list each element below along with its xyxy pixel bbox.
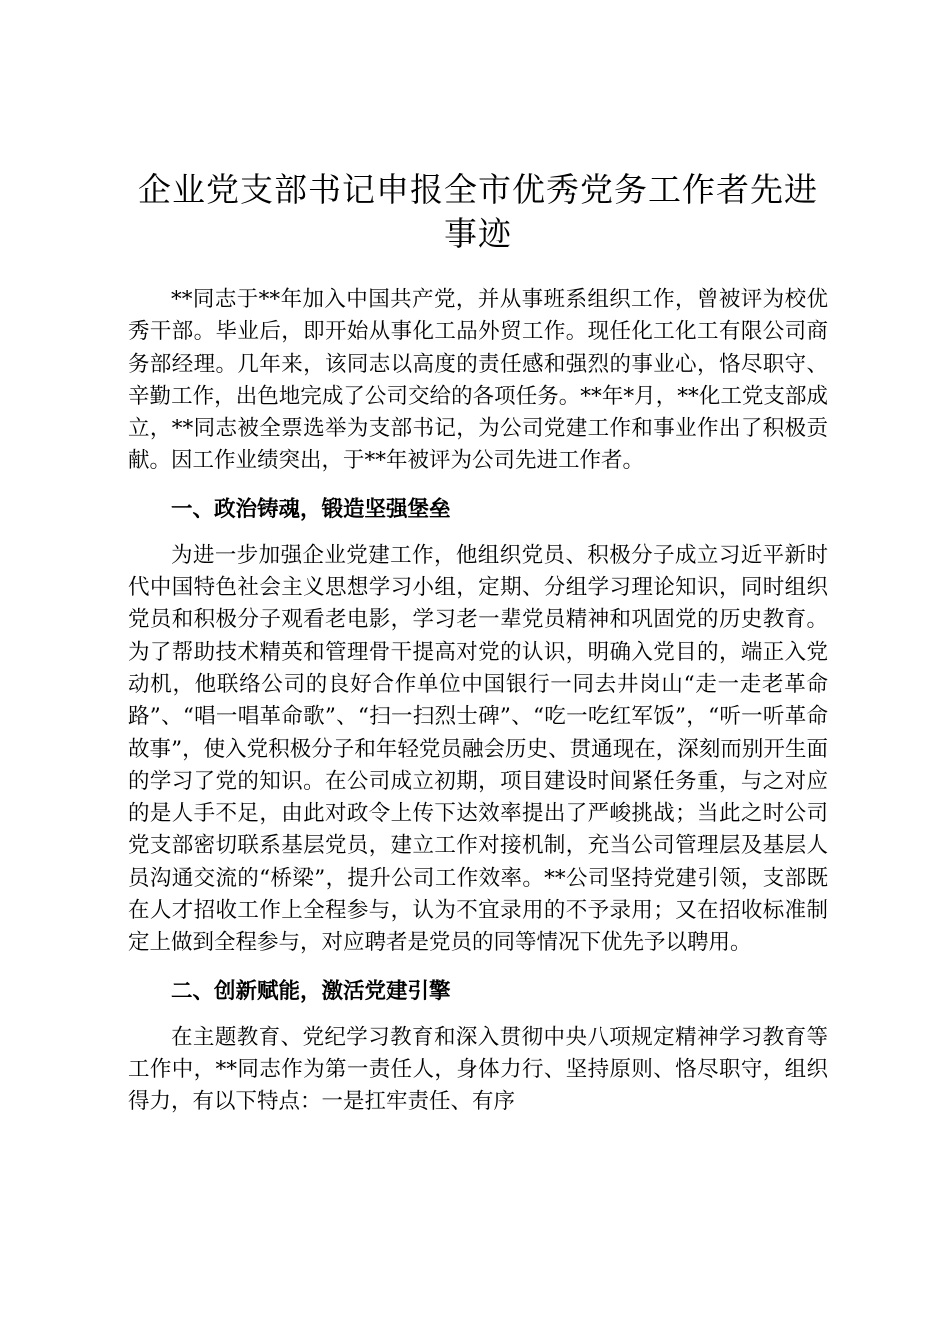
- section-heading-2: 二、创新赋能，激活党建引擎: [171, 978, 451, 1004]
- document-title: 企业党支部书记申报全市优秀党务工作者先进事迹: [138, 170, 818, 253]
- section-heading-1: 一、政治铸魂，锻造坚强堡垒: [171, 496, 451, 522]
- section-1-paragraph: 为进一步加强企业党建工作，他组织党员、积极分子成立习近平新时代中国特色社会主义思想学习小组，定期、分组学习理论知识，同时组织党员和积极分子观看老电影，学习老一辈党员精神和巩固党的历史教育。为了帮助技术精英和管理骨干提高对党的认识，明确入党目的，端正入党动机，他联络公司的良好合作单位中国银行一同去井岗山“走一走老革命路”、“唱一唱革命歌”、“扫一扫烈士碑”、“吃一吃红军饭”，“听一听革命故事”，使入党积极分子和年轻党员融会历史、贯通现在，深刻而别开生面的学习了党的知识。在公司成立初期，项目建设时间紧任务重，与之对应的是人手不足，由此对政令上传下达效率提出了严峻挑战；当此之时公司党支部密切联系基层党员，建立工作对接机制，充当公司管理层及基层人员沟通交流的“桥梁”，提升公司工作效率。**公司坚持党建引领，支部既在人才招收工作上全程参与，认为不宜录用的不予录用；又在招收标准制定上做到全程参与，对应聘者是党员的同等情况下优先予以聘用。: [128, 542, 828, 956]
- document-page: [128, 168, 828, 1119]
- intro-paragraph: **同志于**年加入中国共产党，并从事班系组织工作，曾被评为校优秀干部。毕业后，即开始从事化工品外贸工作。现任化工化工有限公司商务部经理。几年来，该同志以高度的责任感和强烈的事业心，恪尽职守、辛勤工作，出色地完成了公司交给的各项任务。**年*月，**化工党支部成立，**同志被全票选举为支部书记，为公司党建工作和事业作出了积极贡献。因工作业绩突出，于**年被评为公司先进工作者。: [128, 287, 828, 474]
- section-2-paragraph: 在主题教育、党纪学习教育和深入贯彻中央八项规定精神学习教育等工作中，**同志作为第一责任人，身体力行、坚持原则、恪尽职守，组织得力，有以下特点：一是扛牢责任、有序: [128, 1024, 828, 1115]
